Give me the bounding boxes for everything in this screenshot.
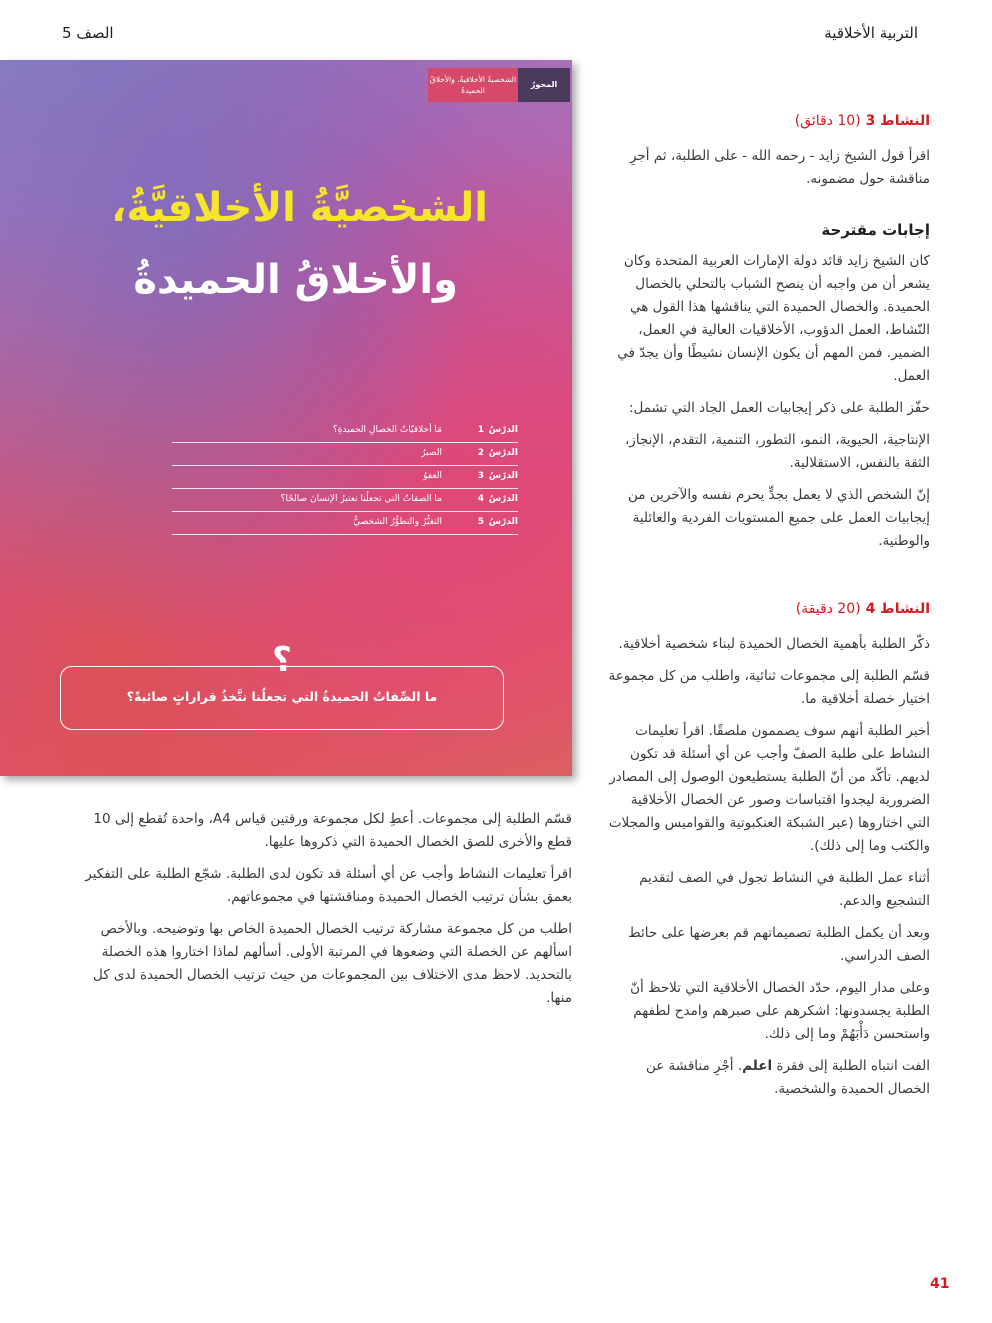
lesson-list — [172, 420, 518, 535]
left-para-3: اطلب من كل مجموعة مشاركة ترتيب الخصال الحميدة الخاص بها وتوضيحه. وبالأخص اسألهم عن الخصلة التي وضعوها في المرتبة الأولى. أسألهم لماذا اختاروا هذه الخصلة بالتحديد. لاحظ مدى الاختلاف بين المجموعات من حيث ترتيب الخصال الحميدة لدى كل منها. — [92, 921, 572, 1006]
left-para-2: اقرأ تعليمات النشاط وأجب عن أي أسئلة قد تكون لدى الطلبة. شجّع الطلبة على التفكير بعمق بشأن ترتيب الخصال الحميدة ومناقشتها في مجموعاتهم. — [85, 866, 572, 905]
a4p7-before: الفت انتباه الطلبة إلى فقرة — [776, 1058, 930, 1074]
answer-para-1: كان الشيخ زايد قائد دولة الإمارات العربية المتحدة وكان يشعر أن من واجبه أن ينصح الشباب بالتحلي بالخصال الحميدة. والخصال الحميدة التي يناقشها هذا القول هي النّشاط، العمل الدؤوب، الأخلاقيات العالية في العمل، الضمير. فمن المهم أن يكون الإنسان نشيطًا وأن يجدّ في العمل. — [617, 253, 930, 384]
unit-cover-image — [0, 60, 572, 776]
question-mark-icon — [249, 640, 315, 680]
lesson-number: 5 — [477, 517, 484, 527]
lesson-title: ما الصفاتُ التي تجعلُنا نعتبرُ الإنسانَ صالحًا؟ — [280, 494, 442, 504]
activity3-label: النشاط 3 — [865, 113, 930, 129]
activity4-para-5: وبعد أن يكمل الطلبة تصميماتهم قم بعرضها على حائط الصف الدراسي. — [628, 925, 930, 964]
lesson-row — [172, 466, 518, 489]
page-number: 41 — [930, 1276, 950, 1292]
activity3-duration: (10 دقائق) — [794, 113, 861, 129]
lesson-title: العفوُ — [423, 471, 442, 481]
answer-para-2: حفّز الطلبة على ذكر إيجابيات العمل الجاد التي تشمل: — [628, 400, 930, 416]
lesson-number: 2 — [477, 448, 484, 458]
left-para-1: قسّم الطلبة إلى مجموعات. أعطِ لكل مجموعة ورقتين قياس A4، واحدة تُقطع إلى 10 قطع والأخرى للصق الخصال الحميدة التي ذكروها عليها. — [93, 811, 572, 850]
right-column — [608, 104, 930, 1110]
activity3-text: اقرأ قول الشيخ زايد - رحمه الله - على الطلبة، ثم أجرِ مناقشة حول مضمونه. — [629, 148, 930, 187]
activity4-para-1: ذكّر الطلبة بأهمية الخصال الحميدة لبناء شخصية أخلاقية. — [618, 636, 930, 652]
answer-para-3: الإنتاجية، الحيوية، النمو، التطور، التنمية، التقدم، الإنجاز، الثقة بالنفس، الاستقلالية. — [624, 432, 930, 471]
activity4-label: النشاط 4 — [865, 601, 930, 617]
lesson-title: مَا أخلاقيّاتُ الخصالِ الحميدةِ؟ — [332, 425, 442, 435]
activity4-para-3: أخبر الطلبة أنهم سوف يصممون ملصقًا. اقرأ تعليمات النشاط على طلبة الصفّ وأجب عن أي أسئلة قد تكون لديهم. تأكّد من أنّ الطلبة يستطيعون الوصول إلى المصادر الضرورية ليجدوا اقتباسات وصور عن الخصال الأخلاقية التي اختاروها (عبر الشبكة العنكبوتية والقواميس والمجلات والكتب وما إلى ذلك). — [608, 723, 930, 854]
activity4-duration: (20 دقيقة) — [795, 601, 861, 617]
lesson-row — [172, 489, 518, 512]
activity4-para-4: أثناء عمل الطلبة في النشاط تجول في الصف لتقديم التشجيع والدعم. — [639, 870, 930, 909]
a4p7-bold: اعلم — [742, 1058, 773, 1074]
lesson-row — [172, 512, 518, 535]
unit-tab-topic: الشخصيةُ الأخلاقيةُ، والأخلاقُ الحميدةُ — [428, 68, 518, 102]
header-subject: التربية الأخلاقية — [824, 24, 918, 42]
lesson-row — [172, 420, 518, 443]
activity4-para-2: قسّم الطلبة إلى مجموعات ثنائية، واطلب من كل مجموعة اختيار خصلة أخلاقية ما. — [608, 668, 930, 707]
cover-title-line2: والأخلاقُ الحميدةُ — [133, 257, 458, 303]
lesson-number: 3 — [477, 471, 484, 481]
activity4-para-7 — [608, 1055, 930, 1101]
activity4-title — [608, 598, 930, 621]
answer-para-4: إنّ الشخص الذي لا يعمل بجدٍّ يحرم نفسه والآخرين من إيجابيات العمل على جميع المستويات الفردية والعائلية والوطنية. — [628, 487, 930, 549]
activity3-title — [608, 110, 930, 133]
lesson-number: 1 — [477, 425, 484, 435]
lesson-title: الصبرُ — [421, 448, 442, 458]
lesson-word: الدرْسُ — [488, 448, 518, 458]
lesson-word: الدرْسُ — [488, 517, 518, 527]
left-column — [78, 808, 572, 1019]
lesson-word: الدرْسُ — [488, 425, 518, 435]
cover-title-line1: الشخصيَّةُ الأخلاقيَّةُ، — [111, 185, 488, 231]
lesson-number: 4 — [477, 494, 484, 504]
suggested-answers-title: إجابات مقترحة — [821, 221, 930, 239]
big-question-text: ما الصِّفاتُ الحميدةُ التي تجعلُنا نتَّخذُ قراراتٍ صائبةً؟ — [126, 689, 438, 704]
activity4-para-6: وعلى مدار اليوم، حدّد الخصال الأخلاقية التي تلاحظ أنّ الطلبة يجسدونها: اشكرهم على صبرهم وامدح لطفهم واستحسن دَأْبَهُمْ وما إلى ذلك. — [630, 980, 930, 1042]
lesson-row — [172, 443, 518, 466]
lesson-word: الدرْسُ — [488, 471, 518, 481]
unit-tab-label: المحورُ — [518, 68, 570, 102]
header-grade: الصف 5 — [62, 24, 114, 42]
big-question-box — [60, 640, 504, 730]
question-mark: ؟ — [272, 640, 292, 680]
lesson-title: التغيُّرُ والتطوُّرُ الشخصيُّ — [353, 517, 442, 527]
lesson-word: الدرْسُ — [488, 494, 518, 504]
a4p7-after: . أجْرِ مناقشة عن الخصال الحميدة والشخصية. — [645, 1058, 930, 1097]
